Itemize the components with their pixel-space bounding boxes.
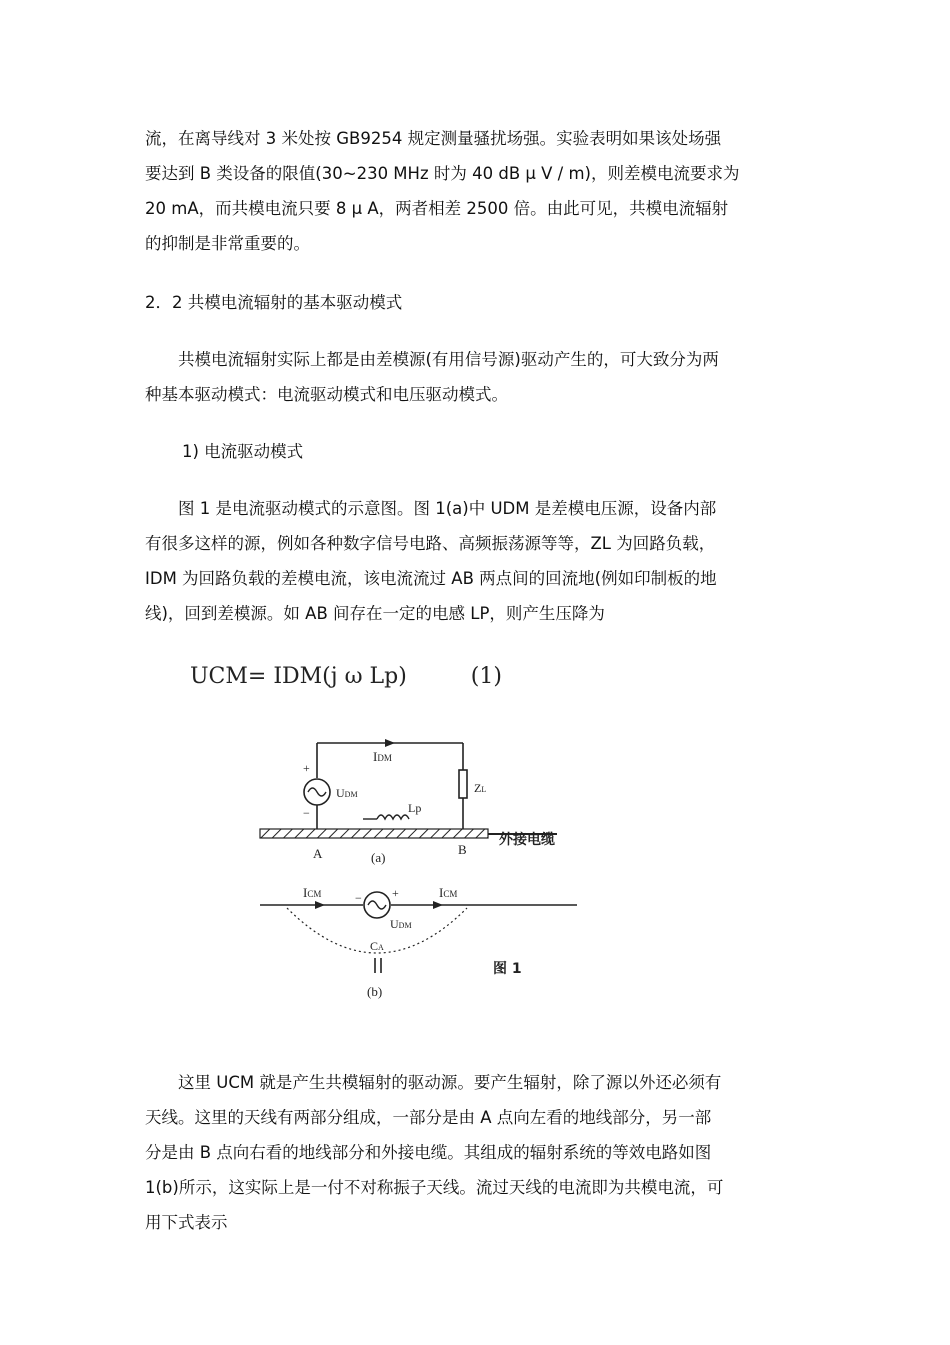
text-line: IDM 为回路负载的差模电流，该电流流过 AB 两点间的回流地(例如印制板的地 bbox=[145, 569, 717, 588]
caption-b: (b) bbox=[367, 984, 383, 999]
figure-1a-circuit bbox=[260, 739, 557, 865]
text-line: 有很多这样的源，例如各种数字信号电路、高频振荡源等等，ZL 为回路负载， bbox=[145, 534, 716, 553]
label-icm-right: ICM bbox=[439, 885, 458, 900]
paragraph-3 bbox=[145, 491, 807, 631]
plus-sign: + bbox=[392, 886, 399, 900]
current-arrow-icon bbox=[315, 901, 325, 909]
text-line: 线)，回到差模源。如 AB 间存在一定的电感 LP，则产生压降为 bbox=[145, 604, 605, 623]
text-line: 流，在离导线对 3 米处按 GB9254 规定测量骚扰场强。实验表明如果该处场强 bbox=[145, 129, 722, 148]
formula-expression: UCM= IDM(j ω Lp) bbox=[190, 664, 407, 689]
text-line: 分是由 B 点向右看的地线部分和外接电缆。其组成的辐射系统的等效电路如图 bbox=[145, 1143, 712, 1162]
caption-a: (a) bbox=[371, 850, 386, 865]
inductor-coil-icon bbox=[377, 815, 409, 819]
label-zl: ZL bbox=[474, 781, 487, 795]
text-line: 这里 UCM 就是产生共模辐射的驱动源。要产生辐射，除了源以外还必须有 bbox=[145, 1073, 722, 1092]
equation-number: (1) bbox=[470, 664, 502, 689]
text-line: 图 1 是电流驱动模式的示意图。图 1(a)中 UDM 是差模电压源，设备内部 bbox=[145, 499, 717, 518]
text-line: 种基本驱动模式：电流驱动模式和电压驱动模式。 bbox=[145, 385, 508, 404]
text-line: 天线。这里的天线有两部分组成，一部分是由 A 点向左看的地线部分，另一部 bbox=[145, 1108, 712, 1127]
label-point-a: A bbox=[313, 846, 323, 861]
minus-sign: − bbox=[355, 891, 362, 905]
text-line: 要达到 B 类设备的限值(30~230 MHz 时为 40 dB μ V / m)，则差模电流要求为 bbox=[145, 164, 740, 183]
label-ca: CA bbox=[370, 939, 384, 953]
text-line: 的抑制是非常重要的。 bbox=[145, 234, 310, 253]
subheading: 1) 电流驱动模式 bbox=[182, 442, 304, 461]
text-line: 20 mA，而共模电流只要 8 μ A，两者相差 2500 倍。由此可见，共模电流辐射 bbox=[145, 199, 729, 218]
figure-1b-circuit bbox=[260, 885, 577, 999]
label-external-cable: 外接电缆 bbox=[499, 832, 555, 848]
current-arrow-icon bbox=[433, 901, 443, 909]
figure-title: 图 1 bbox=[493, 961, 522, 977]
label-idm: IDM bbox=[373, 749, 392, 764]
label-udm: UDM bbox=[390, 917, 412, 931]
current-arrow-icon bbox=[385, 739, 395, 747]
ground-plane bbox=[260, 829, 488, 838]
minus-sign: − bbox=[303, 806, 310, 820]
paragraph-1 bbox=[145, 121, 807, 261]
section-heading: 2．2 共模电流辐射的基本驱动模式 bbox=[145, 293, 403, 312]
formula-1 bbox=[190, 664, 502, 689]
figure-1 bbox=[255, 730, 595, 1010]
text-line: 用下式表示 bbox=[145, 1213, 228, 1232]
text-line: 1(b)所示，这实际上是一付不对称振子天线。流过天线的电流即为共模电流，可 bbox=[145, 1178, 724, 1197]
label-icm-left: ICM bbox=[303, 885, 322, 900]
label-point-b: B bbox=[458, 842, 467, 857]
paragraph-2 bbox=[145, 342, 807, 412]
text-line: 共模电流辐射实际上都是由差模源(有用信号源)驱动产生的，可大致分为两 bbox=[145, 350, 719, 369]
label-udm: UDM bbox=[336, 786, 358, 800]
load-resistor-zl bbox=[459, 770, 467, 798]
label-lp: Lp bbox=[408, 801, 422, 815]
paragraph-4 bbox=[145, 1065, 807, 1240]
plus-sign: + bbox=[303, 761, 310, 775]
